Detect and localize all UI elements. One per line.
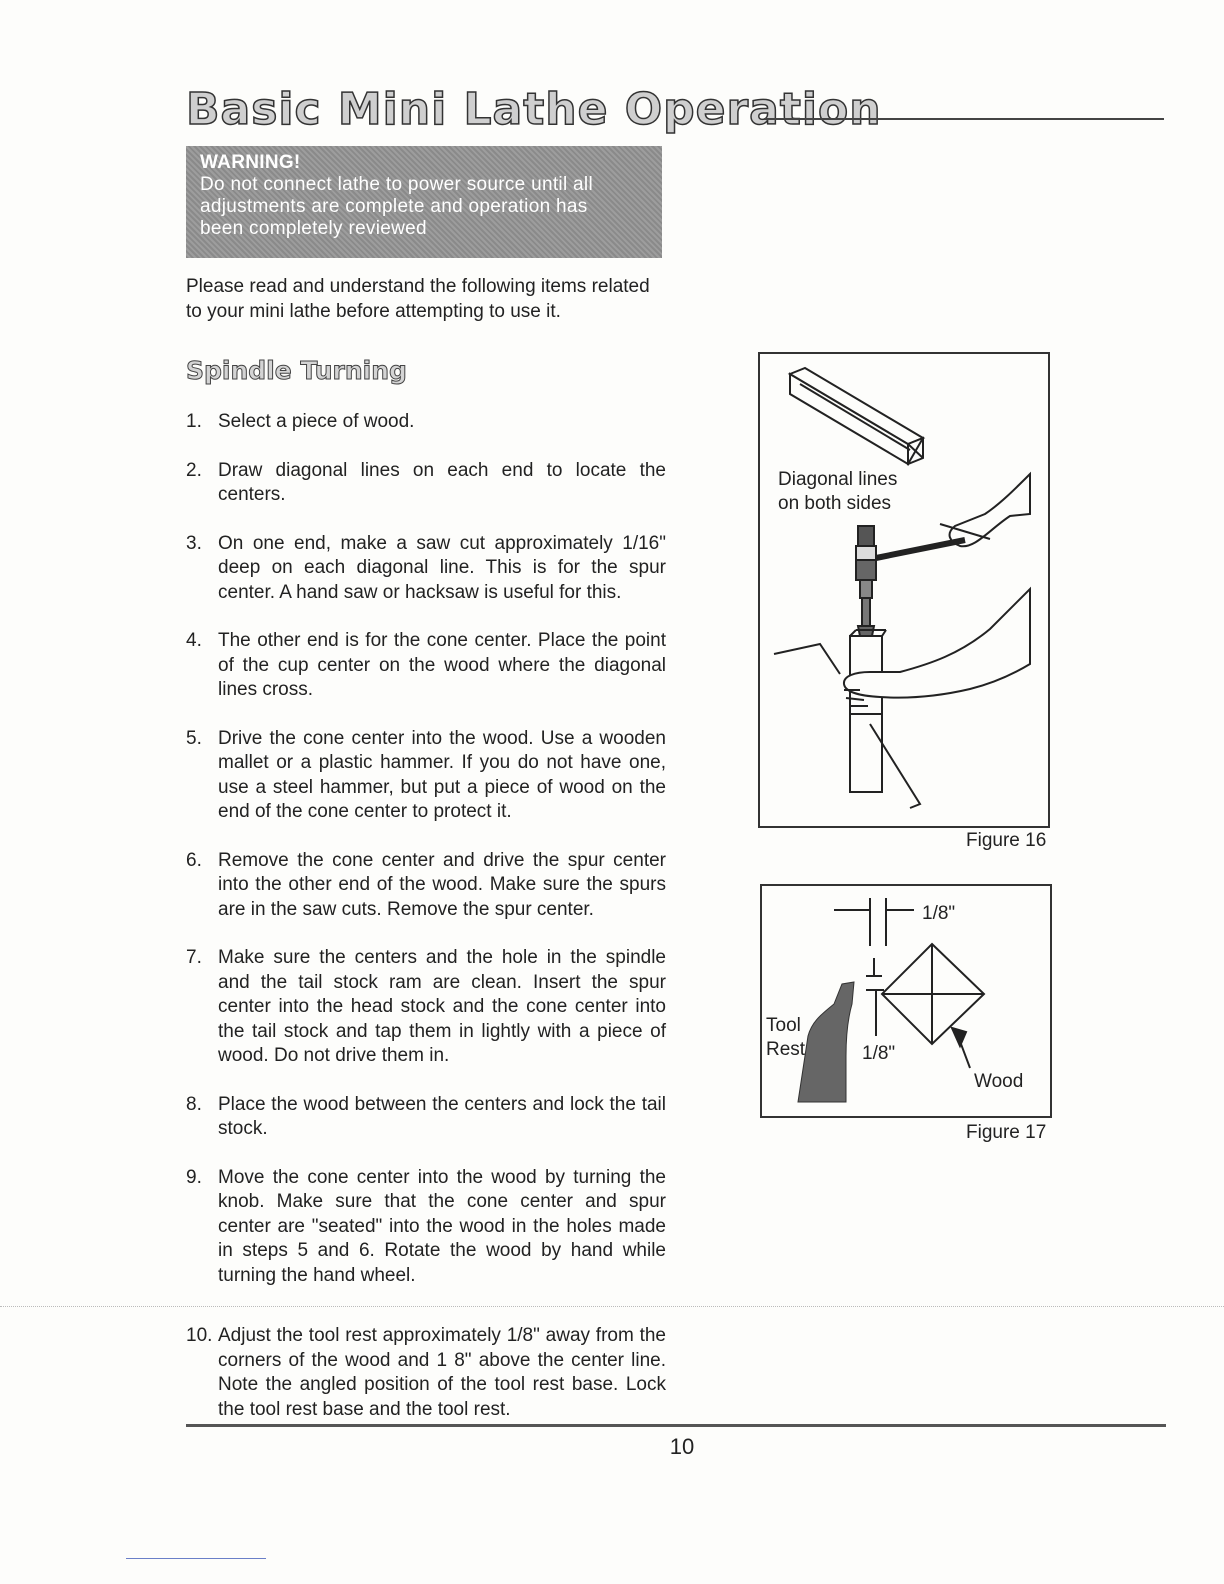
step-number: 2. bbox=[186, 459, 202, 481]
warning-heading: WARNING! bbox=[200, 152, 301, 173]
figure-17 bbox=[760, 884, 1052, 1118]
list-item bbox=[186, 1093, 666, 1142]
list-item bbox=[186, 459, 666, 508]
step-number: 3. bbox=[186, 532, 202, 554]
step-text: Draw diagonal lines on each end to locate the centers. bbox=[218, 459, 666, 505]
figure-16-caption: Figure 16 bbox=[966, 830, 1047, 851]
warning-line-3: been completely reviewed bbox=[200, 218, 427, 239]
step-number: 10. bbox=[186, 1325, 213, 1346]
figure-16 bbox=[758, 352, 1050, 828]
page-number: 10 bbox=[669, 1434, 695, 1459]
title-rule bbox=[764, 118, 1164, 120]
intro-line-2: to your mini lathe before attempting to use it. bbox=[186, 301, 561, 322]
warning-box bbox=[186, 146, 662, 258]
list-item bbox=[186, 727, 666, 825]
step-number: 5. bbox=[186, 727, 202, 749]
step-number: 6. bbox=[186, 849, 202, 871]
step-text: Select a piece of wood. bbox=[218, 411, 415, 432]
step-text: The other end is for the cone center. Place the point of the cup center on the wood where the diagonal lines cross. bbox=[218, 630, 666, 700]
rest-label: Rest bbox=[766, 1039, 806, 1060]
step-text: Adjust the tool rest approximately 1/8" away from the corners of the wood and 1 8" above the center line. Note the angled position of the tool rest base. Lock the tool rest base and the tool rest. bbox=[218, 1325, 666, 1420]
step-text: On one end, make a saw cut approximately 1/16" deep on each diagonal line. This is for the spur center. A hand saw or hacksaw is useful for this. bbox=[218, 532, 666, 603]
figure-17-caption: Figure 17 bbox=[966, 1122, 1047, 1143]
scan-divider bbox=[0, 1306, 1224, 1307]
diagonal-label-line-1: Diagonal lines bbox=[778, 469, 898, 490]
figure-16-label bbox=[778, 468, 897, 516]
figure-17-top-dimension: 1/8" bbox=[922, 903, 956, 924]
intro-line-1: Please read and understand the following items related bbox=[186, 276, 650, 297]
step-text: Drive the cone center into the wood. Use a wooden mallet or a plastic hammer. If you do not have one, use a steel hammer, but put a piece of wood on the end of the cone center to protect it. bbox=[218, 727, 666, 822]
section-title: Spindle Turning bbox=[186, 356, 407, 385]
step-text: Place the wood between the centers and lock the tail stock. bbox=[218, 1093, 666, 1139]
wood-label: Wood bbox=[974, 1071, 1024, 1092]
list-item bbox=[186, 410, 666, 435]
figure-17-side-dimension: 1/8" bbox=[862, 1043, 896, 1064]
figure-16-illustration bbox=[760, 354, 1048, 826]
scan-edge-line bbox=[126, 1558, 266, 1559]
page-title: Basic Mini Lathe Operation bbox=[186, 84, 882, 135]
list-item bbox=[186, 532, 666, 606]
step-number: 1. bbox=[186, 411, 202, 432]
list-item bbox=[186, 849, 666, 923]
step-number: 4. bbox=[186, 630, 202, 651]
tool-label: Tool bbox=[766, 1015, 801, 1036]
step-number: 9. bbox=[186, 1166, 202, 1188]
list-item bbox=[186, 946, 666, 1069]
step-text: Make sure the centers and the hole in the spindle and the tail stock ram are clean. Insert the spur center into the head stock and the cone center into the tail stock and tap them in lightly with a piece of wood. Do not drive them in. bbox=[218, 947, 666, 1066]
step-number: 8. bbox=[186, 1093, 202, 1115]
step-number: 7. bbox=[186, 947, 202, 968]
list-item bbox=[186, 629, 666, 703]
warning-line-2: adjustments are complete and operation has bbox=[200, 196, 588, 217]
steps-list bbox=[186, 410, 666, 1422]
list-item bbox=[186, 1166, 666, 1289]
warning-line-1: Do not connect lathe to power source until all bbox=[200, 174, 593, 195]
bottom-rule bbox=[186, 1424, 1166, 1427]
intro-paragraph bbox=[186, 274, 666, 324]
diagonal-label-line-2: on both sides bbox=[778, 493, 892, 514]
list-item bbox=[186, 1324, 666, 1422]
step-text: Remove the cone center and drive the spur center into the other end of the wood. Make sure the spurs are in the saw cuts. Remove the spur center. bbox=[218, 849, 666, 920]
step-text: Move the cone center into the wood by turning the knob. Make sure that the cone center and spur center are "seated" into the wood in the holes made in steps 5 and 6. Rotate the wood by hand while turning the hand wheel. bbox=[218, 1166, 666, 1286]
